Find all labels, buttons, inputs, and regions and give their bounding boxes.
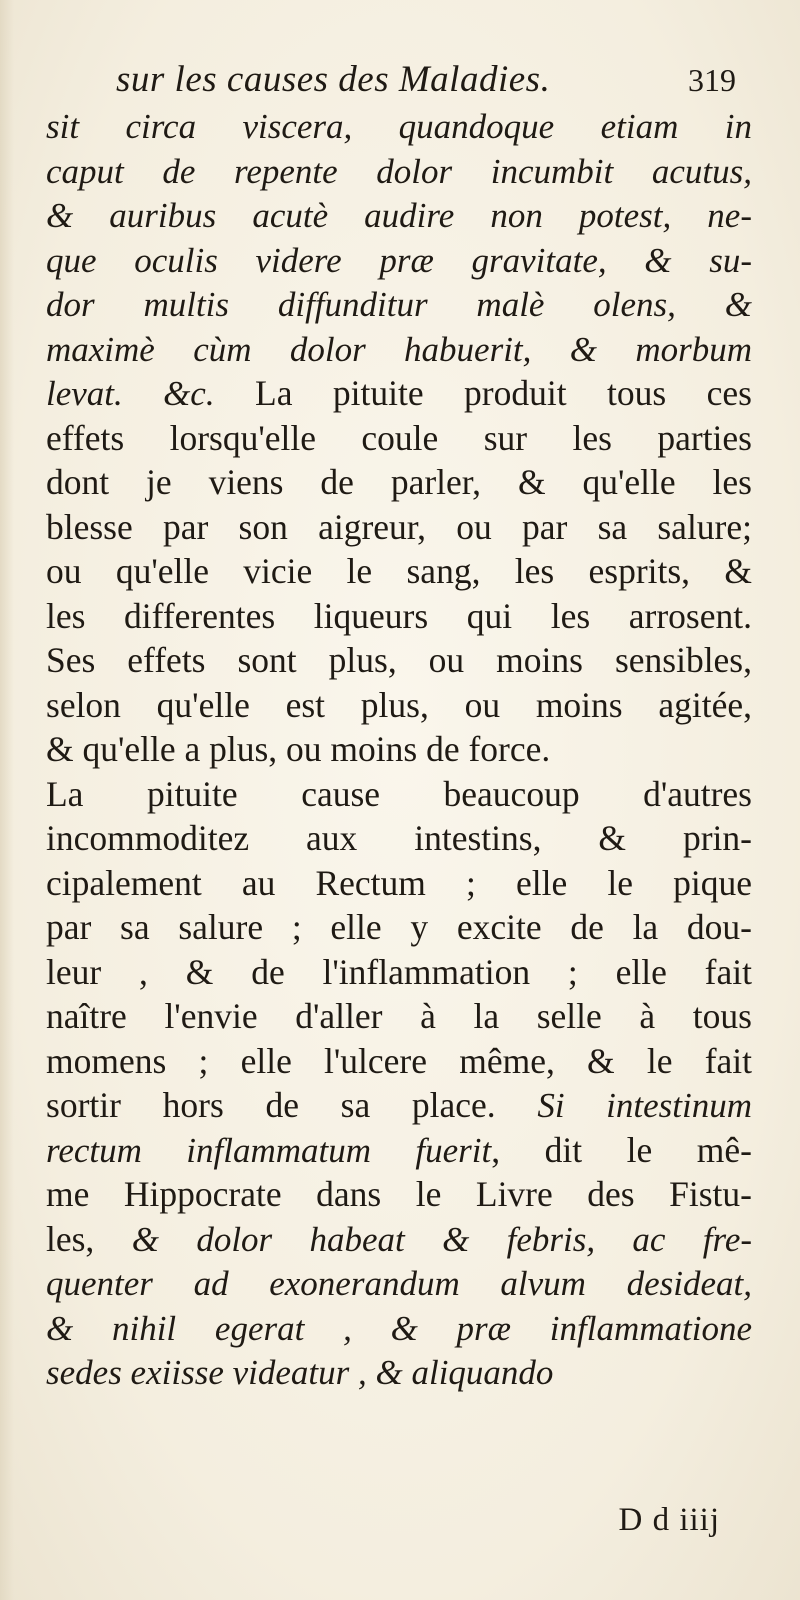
text-line (46, 149, 752, 194)
text-line (46, 594, 752, 639)
french-text: par sa salure ; elle y excite de la dou- (46, 907, 752, 947)
text-line (46, 950, 752, 995)
french-text: leur , & de l'inflammation ; elle fait (46, 951, 752, 992)
page-header (116, 58, 756, 104)
body-text (46, 104, 752, 1395)
french-text: les differentes liqueurs qui les arrosent. (46, 595, 752, 636)
latin-quote-text: levat. &c. (46, 374, 215, 413)
text-line (46, 1261, 752, 1306)
text-line (46, 905, 752, 950)
french-text: La pituite cause beaucoup d'autres (46, 773, 752, 814)
french-text: incommoditez aux intestins, & prin- (46, 818, 752, 858)
text-line (46, 1217, 752, 1262)
text-line (46, 727, 752, 772)
text-line (46, 104, 752, 149)
signature-mark: D d iiij (618, 1502, 720, 1538)
page-number: 319 (688, 62, 736, 98)
text-line (46, 638, 752, 683)
text-line (46, 549, 752, 594)
text-line (46, 1306, 752, 1351)
french-text: effets lorsqu'elle coule sur les parties (46, 417, 752, 458)
latin-quote-text: maximè cùm dolor habuerit, & morbum (46, 329, 752, 369)
french-text: naître l'envie d'aller à la selle à tous (46, 996, 752, 1036)
latin-quote-text: Si intestinum (537, 1086, 752, 1125)
latin-quote-text: que oculis videre præ gravitate, & su- (46, 240, 752, 280)
running-title: sur les causes des Maladies. (116, 59, 551, 100)
text-line (46, 816, 752, 861)
latin-quote-text: & auribus acutè audire non potest, ne- (46, 196, 752, 235)
text-line (46, 683, 752, 728)
text-line (46, 238, 752, 283)
text-line (46, 1128, 752, 1173)
text-line (46, 772, 752, 817)
latin-quote-text: & dolor habeat & febris, ac fre- (131, 1219, 753, 1259)
latin-quote-text: sedes exiisse videatur , & aliquando (46, 1353, 554, 1392)
latin-quote-text: dor multis diffunditur malè olens, & (46, 285, 752, 324)
latin-quote-text: sit circa viscera, quandoque etiam in (46, 107, 752, 146)
text-line (46, 505, 752, 550)
latin-quote-text: rectum inflammatum fuerit (46, 1130, 492, 1170)
latin-quote-text: & nihil egerat , & præ inflammatione (46, 1308, 752, 1348)
french-text: les, (46, 1218, 132, 1259)
latin-quote-text: caput de repente dolor incumbit acutus, (46, 151, 752, 191)
french-text: dont je viens de parler, & qu'elle les (46, 462, 752, 502)
text-line (46, 994, 752, 1039)
french-text: cipalement au Rectum ; elle le pique (46, 862, 752, 903)
french-text: momens ; elle l'ulcere même, & le fait (46, 1040, 752, 1081)
french-text: selon qu'elle est plus, ou moins agitée, (46, 684, 752, 725)
french-text: sortir hors de sa place. (46, 1085, 538, 1125)
text-line (46, 861, 752, 906)
french-text: ou qu'elle vicie le sang, les esprits, & (46, 551, 752, 591)
text-line (46, 193, 752, 238)
text-line (46, 416, 752, 461)
french-text: me Hippocrate dans le Livre des Fistu- (46, 1174, 752, 1214)
text-line (46, 1039, 752, 1084)
text-line (46, 371, 752, 416)
text-line (46, 327, 752, 372)
text-line (46, 1172, 752, 1217)
text-line (46, 460, 752, 505)
page-spine-shadow (0, 0, 14, 1600)
french-text: blesse par son aigreur, ou par sa salure; (46, 506, 752, 547)
latin-quote-text: quenter ad exonerandum alvum desideat, (46, 1264, 752, 1303)
text-line (46, 1083, 752, 1128)
french-text: , dit le mê- (491, 1129, 752, 1170)
french-text: & qu'elle a plus, ou moins de force. (46, 729, 551, 769)
text-line (46, 1350, 752, 1395)
french-text: Ses effets sont plus, ou moins sensibles, (46, 640, 752, 680)
french-text: La pituite produit tous ces (214, 373, 752, 413)
text-line (46, 282, 752, 327)
